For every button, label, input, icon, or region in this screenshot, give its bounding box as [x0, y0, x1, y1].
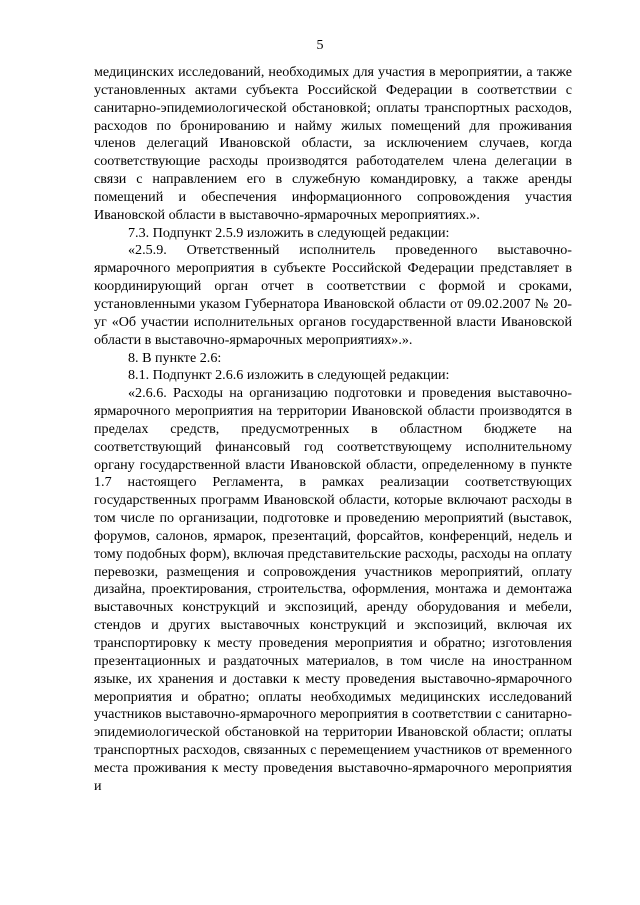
document-body [94, 64, 572, 796]
paragraph-7-3: 7.3. Подпункт 2.5.9 изложить в следующей редакции: [128, 224, 450, 241]
paragraph-8: 8. В пункте 2.6: [128, 349, 222, 366]
page-number: 5 [316, 38, 324, 53]
paragraph-continuation: медицинских исследований, необходимых для участия в мероприятии, а также установленных актами субъекта Российской Федерации в соответствии с санитарно-эпидемиологической обстановкой; оплаты транспортных расходов, расходов по бронированию и найму жилых помещений для проживания членов делегаций Ивановской области, за исключением случаев, когда соответствующие расходы производятся работодателем члена делегации в связи с направлением его в служебную командировку, а также аренды помещений и обеспечения информационного сопровождения участия Ивановской области в выставочно-ярмарочных мероприятиях.». [94, 64, 572, 223]
paragraph-2-5-9: «2.5.9. Ответственный исполнитель проведенного выставочно-ярмарочного мероприятия в субъекте Российской Федерации представляет в координирующий орган отчет в соответствии с формой и сроками, установленными указом Губернатора Ивановской области от 09.02.2007 № 20-уг «Об участии исполнительных органов государственной власти Ивановской области в выставочно-ярмарочных мероприятиях».». [94, 242, 572, 348]
paragraph-8-1: 8.1. Подпункт 2.6.6 изложить в следующей редакции: [128, 367, 450, 384]
paragraph-2-6-6: «2.6.6. Расходы на организацию подготовки и проведения выставочно-ярмарочного мероприятия на территории Ивановской области производятся в пределах средств, предусмотренных в областном бюджете на соответствующий финансовый год соответствующему исполнительному органу государственной власти Ивановской области, определенному в пункте 1.7 настоящего Регламента, в рамках реализации соответствующих государственных программ Ивановской области, которые включают расходы в том числе по организации, подготовке и проведению мероприятий (выставок, форумов, салонов, ярмарок, презентаций, форсайтов, конференций, недель и тому подобных форм), включая представительские расходы, расходы на оплату перевозки, размещения и сопровождения участников мероприятий, оплату дизайна, проектирования, строительства, оформления, монтажа и демонтажа выставочных конструкций и экспозиций, аренду оборудования и мебели, стендов и других выставочных конструкций и экспозиций, включая их транспортировку к месту проведения мероприятия и обратно; изготовления презентационных и раздаточных материалов, в том числе на иностранном языке, их хранения и доставки к месту проведения выставочно-ярмарочного мероприятия и обратно; оплаты необходимых медицинских исследований участников выставочно-ярмарочного мероприятия в соответствии с санитарно-эпидемиологической обстановкой на территории Ивановской области; оплаты транспортных расходов, связанных с перемещением участников от временного места проживания к месту проведения выставочно-ярмарочного мероприятия и [94, 385, 572, 794]
